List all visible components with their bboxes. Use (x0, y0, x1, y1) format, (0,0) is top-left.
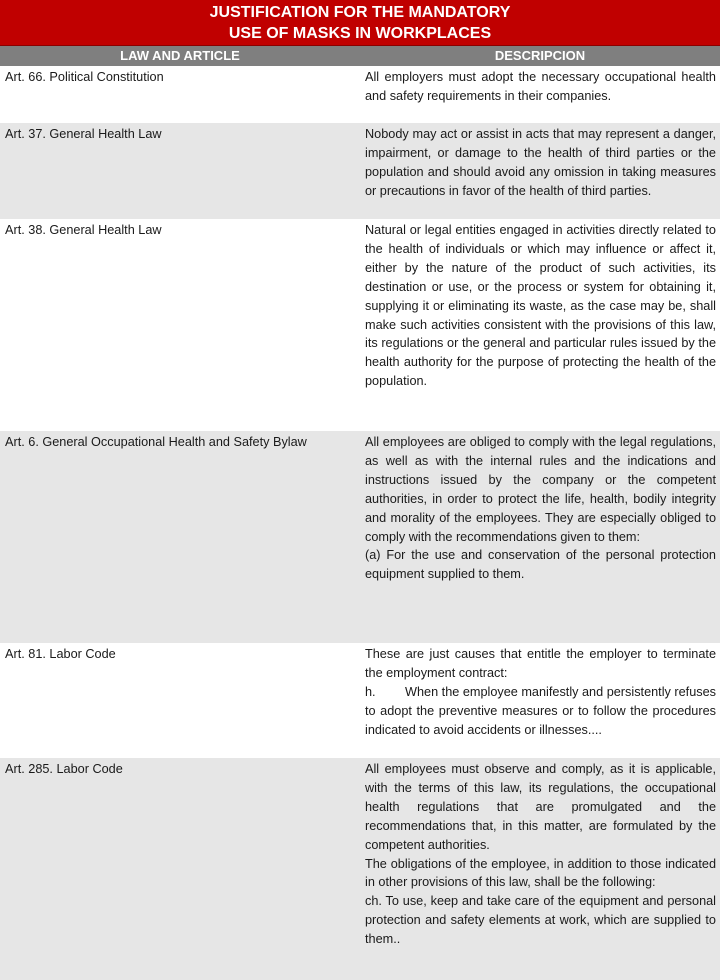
table-row (0, 758, 720, 980)
description-list-item (365, 683, 716, 740)
description-text: All employees must observe and comply, as it is applicable, with the terms of this law, its regulations, the occupational health regulations that are promulgated and the recommendations that, in this matter, are formulated by the competent authorities. (365, 762, 716, 852)
law-cell: Art. 285. Labor Code (0, 758, 360, 980)
law-cell: Art. 66. Political Constitution (5, 70, 164, 84)
column-header-law: LAW AND ARTICLE (120, 48, 240, 63)
table-row (0, 219, 720, 431)
description-text: These are just causes that entitle the employer to terminate the employment contract: (365, 647, 716, 680)
table-row (0, 66, 720, 123)
table-title-line-1: JUSTIFICATION FOR THE MANDATORY (209, 4, 511, 21)
description-text: All employees are obliged to comply with the legal regulations, as well as with the internal rules and the indications and instructions issued by the company or the competent authorities, in order to protect the life, health, bodily integrity and morality of the employees. They are especially obliged to comply with the recommendations given to them: (365, 435, 716, 544)
description-cell (360, 758, 720, 980)
description-text: All employers must adopt the necessary occupational health and safety requirements in their companies. (365, 70, 716, 103)
law-cell: Art. 6. General Occupational Health and Safety Bylaw (0, 431, 360, 643)
table-row (0, 431, 720, 643)
law-cell: Art. 38. General Health Law (5, 223, 162, 237)
table-row (0, 123, 720, 219)
table-header (0, 46, 720, 66)
column-header-description: DESCRIPCION (494, 48, 586, 63)
law-cell: Art. 37. General Health Law (0, 123, 360, 219)
table-row (0, 643, 720, 758)
description-cell (360, 643, 720, 758)
description-text: The obligations of the employee, in addition to those indicated in other provisions of this law, shall be the following: (365, 856, 716, 890)
description-cell (360, 123, 720, 219)
description-cell (360, 219, 720, 431)
list-item-marker: h. (365, 684, 376, 699)
table-title (0, 0, 720, 46)
description-text: (a) For the use and conservation of the personal protection equipment supplied to them. (365, 548, 716, 582)
description-cell (360, 431, 720, 643)
table-title-line-2: USE OF MASKS IN WORKPLACES (228, 25, 492, 42)
description-text: ch. To use, keep and take care of the equipment and personal protection and safety elements at work, which are supplied to them.. (365, 894, 716, 947)
description-text: Natural or legal entities engaged in activities directly related to the health of individuals or which may influence or affect it, either by the nature of the product of such activities, its destination or use, or the process or system for obtaining it, supplying it or eliminating its waste, as the case may be, shall make such activities consistent with the provisions of this law, its regulations or the general and particular rules issued by the health authority for the purpose of protecting the health of the population. (365, 223, 716, 389)
description-cell (360, 66, 720, 123)
description-text: Nobody may act or assist in acts that may represent a danger, impairment, or damage to the health of third parties or the population and should avoid any omission in taking measures or precautions in favor of the health of third parties. (365, 127, 716, 198)
law-cell: Art. 81. Labor Code (5, 647, 116, 661)
list-item-text: When the employee manifestly and persistently refuses to adopt the preventive measures or to follow the procedures indicated to avoid accidents or illnesses.... (365, 684, 716, 737)
